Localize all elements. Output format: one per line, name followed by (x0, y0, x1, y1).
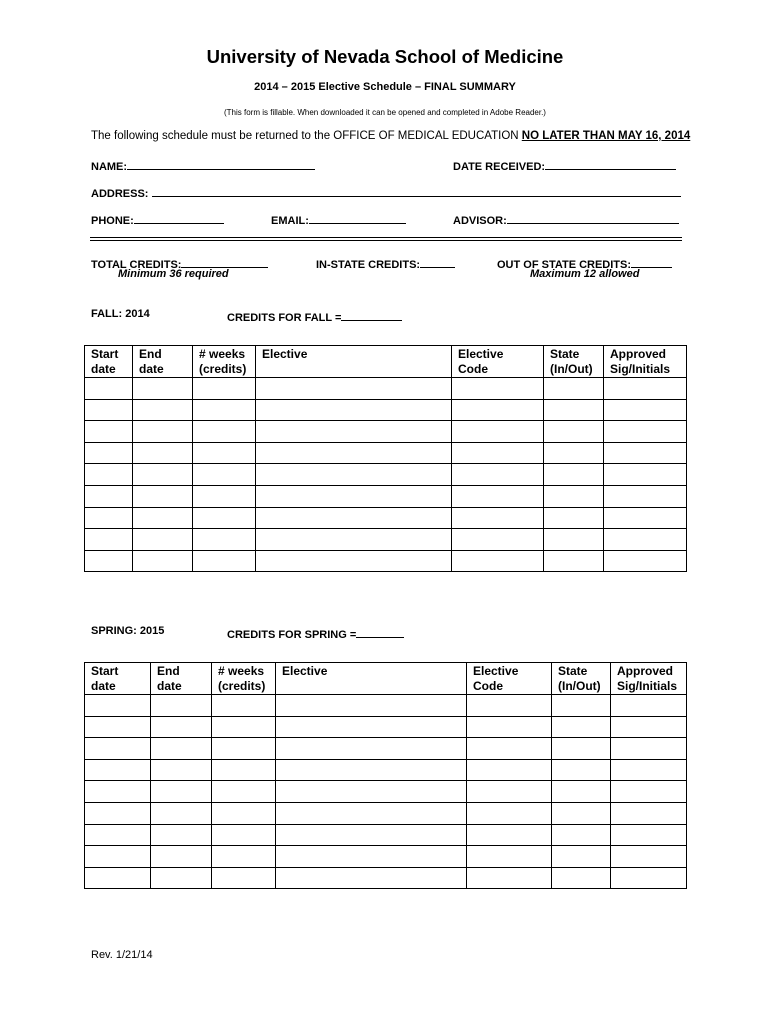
table-row (85, 507, 687, 529)
in-state-credits-label: IN-STATE CREDITS: (316, 259, 421, 271)
deadline-text: NO LATER THAN MAY 16, 2014 (521, 130, 691, 142)
cell-elective-code[interactable] (452, 529, 544, 551)
cell-approved[interactable] (604, 421, 687, 443)
column-header-line2: Sig/Initials (610, 362, 671, 376)
table-row (85, 378, 687, 400)
cell-approved[interactable] (611, 846, 687, 868)
table-row (85, 485, 687, 507)
cell-elective[interactable] (276, 759, 467, 781)
cell-elective-code[interactable] (452, 442, 544, 464)
column-header-line1: Start (91, 664, 119, 678)
spring-credits-label: CREDITS FOR SPRING = (227, 629, 357, 641)
cell-approved[interactable] (604, 378, 687, 400)
cell-weeks-credits[interactable] (193, 421, 256, 443)
column-header-start-date (85, 663, 151, 695)
cell-approved[interactable] (604, 507, 687, 529)
column-header-line2: Code (473, 679, 503, 693)
cell-state[interactable] (552, 738, 611, 760)
column-header-start-date (85, 346, 133, 378)
cell-elective-code[interactable] (452, 485, 544, 507)
cell-elective[interactable] (276, 695, 467, 717)
cell-end-date[interactable] (133, 485, 193, 507)
cell-state[interactable] (544, 550, 604, 572)
column-header-weeks-credits (212, 663, 276, 695)
column-header-line2: Sig/Initials (617, 679, 678, 693)
column-header-line1: State (558, 664, 588, 678)
cell-elective[interactable] (256, 399, 452, 421)
column-header-line2: date (139, 362, 164, 376)
cell-state[interactable] (544, 421, 604, 443)
cell-weeks-credits[interactable] (193, 529, 256, 551)
table-row (85, 529, 687, 551)
cell-start-date[interactable] (85, 399, 133, 421)
cell-elective[interactable] (276, 867, 467, 889)
page-title: University of Nevada School of Medicine (206, 46, 564, 67)
spring-credits-line[interactable] (356, 625, 404, 638)
cell-state[interactable] (552, 824, 611, 846)
fall-credits-field[interactable] (227, 308, 402, 324)
cell-elective-code[interactable] (452, 378, 544, 400)
table-row (85, 781, 687, 803)
column-header-state (552, 663, 611, 695)
table-row (85, 824, 687, 846)
cell-start-date[interactable] (85, 867, 151, 889)
cell-elective-code[interactable] (467, 824, 552, 846)
column-header-weeks-credits (193, 346, 256, 378)
cell-approved[interactable] (604, 529, 687, 551)
column-header-line1: Approved (610, 347, 667, 361)
advisor-line[interactable] (507, 211, 679, 224)
column-header-line1: State (550, 347, 580, 361)
cell-weeks-credits[interactable] (193, 399, 256, 421)
total-credits-line[interactable] (181, 255, 268, 268)
cell-approved[interactable] (611, 695, 687, 717)
name-label: NAME: (91, 161, 128, 173)
cell-elective-code[interactable] (452, 550, 544, 572)
cell-state[interactable] (544, 464, 604, 486)
column-header-approved (604, 346, 687, 378)
in-state-credits-field[interactable] (316, 255, 455, 271)
cell-start-date[interactable] (85, 716, 151, 738)
table-row (85, 399, 687, 421)
table-row (85, 550, 687, 572)
cell-start-date[interactable] (85, 738, 151, 760)
cell-approved[interactable] (611, 781, 687, 803)
cell-start-date[interactable] (85, 529, 133, 551)
cell-end-date[interactable] (133, 421, 193, 443)
cell-end-date[interactable] (151, 802, 212, 824)
cell-end-date[interactable] (151, 824, 212, 846)
cell-approved[interactable] (611, 759, 687, 781)
column-header-line1: Approved (617, 664, 674, 678)
column-header-line2: (In/Out) (550, 362, 593, 376)
cell-state[interactable] (544, 507, 604, 529)
out-state-credits-note: Maximum 12 allowed (530, 268, 640, 280)
cell-approved[interactable] (611, 802, 687, 824)
cell-state[interactable] (552, 781, 611, 803)
cell-start-date[interactable] (85, 550, 133, 572)
spring-label: SPRING: 2015 (91, 625, 165, 637)
phone-field[interactable] (91, 211, 224, 227)
cell-end-date[interactable] (151, 759, 212, 781)
cell-end-date[interactable] (151, 867, 212, 889)
cell-elective-code[interactable] (452, 399, 544, 421)
cell-elective-code[interactable] (467, 846, 552, 868)
cell-elective[interactable] (256, 464, 452, 486)
cell-state[interactable] (552, 716, 611, 738)
cell-weeks-credits[interactable] (193, 442, 256, 464)
cell-start-date[interactable] (85, 695, 151, 717)
table-row (85, 442, 687, 464)
cell-end-date[interactable] (151, 695, 212, 717)
cell-state[interactable] (552, 802, 611, 824)
cell-start-date[interactable] (85, 802, 151, 824)
out-state-credits-line[interactable] (631, 255, 672, 268)
cell-elective-code[interactable] (467, 716, 552, 738)
fall-schedule-table (84, 345, 687, 572)
advisor-field[interactable] (453, 211, 679, 227)
cell-start-date[interactable] (85, 846, 151, 868)
cell-elective[interactable] (256, 529, 452, 551)
column-header-line1: Start (91, 347, 119, 361)
intro-text (91, 130, 690, 142)
address-line[interactable] (152, 184, 681, 197)
cell-elective[interactable] (276, 824, 467, 846)
cell-end-date[interactable] (151, 846, 212, 868)
cell-elective-code[interactable] (467, 867, 552, 889)
table-row (85, 867, 687, 889)
spring-schedule-table (84, 662, 687, 889)
cell-end-date[interactable] (133, 399, 193, 421)
column-header-line1: Elective (458, 347, 504, 361)
cell-start-date[interactable] (85, 824, 151, 846)
cell-state[interactable] (552, 846, 611, 868)
column-header-end-date (151, 663, 212, 695)
cell-state[interactable] (552, 695, 611, 717)
date-received-line[interactable] (545, 157, 676, 170)
column-header-line2: date (91, 679, 116, 693)
page-subtitle: 2014 – 2015 Elective Schedule – FINAL SUMMARY (254, 81, 516, 93)
cell-state[interactable] (544, 378, 604, 400)
fall-credits-label: CREDITS FOR FALL = (227, 312, 342, 324)
column-header-line2: date (157, 679, 182, 693)
intro-body: The following schedule must be returned to the OFFICE OF MEDICAL EDUCATION (91, 130, 522, 142)
column-header-line2 (262, 362, 451, 377)
cell-elective-code[interactable] (452, 464, 544, 486)
cell-weeks-credits[interactable] (193, 464, 256, 486)
email-label: EMAIL: (271, 215, 309, 227)
cell-approved[interactable] (604, 399, 687, 421)
cell-state[interactable] (552, 867, 611, 889)
cell-state[interactable] (544, 442, 604, 464)
cell-elective[interactable] (276, 802, 467, 824)
fillable-note: (This form is fillable. When downloaded it can be opened and completed in Adobe Reader.) (224, 108, 546, 117)
column-header-end-date (133, 346, 193, 378)
cell-elective[interactable] (256, 507, 452, 529)
column-header-line2: (In/Out) (558, 679, 601, 693)
cell-approved[interactable] (611, 824, 687, 846)
spring-credits-field[interactable] (227, 625, 404, 641)
cell-weeks-credits[interactable] (212, 824, 276, 846)
column-header-line1: End (157, 664, 180, 678)
cell-elective-code[interactable] (452, 421, 544, 443)
total-credits-note: Minimum 36 required (118, 268, 229, 280)
cell-approved[interactable] (611, 867, 687, 889)
cell-start-date[interactable] (85, 781, 151, 803)
column-header-line2: (credits) (218, 679, 266, 693)
table-row (85, 716, 687, 738)
column-header-line1: # weeks (199, 347, 246, 361)
cell-elective[interactable] (256, 378, 452, 400)
advisor-label: ADVISOR: (453, 215, 507, 227)
cell-weeks-credits[interactable] (212, 716, 276, 738)
separator-rule-bottom (90, 240, 682, 241)
column-header-elective (256, 346, 452, 378)
cell-weeks-credits[interactable] (212, 867, 276, 889)
column-header-line1: Elective (282, 664, 328, 678)
cell-elective[interactable] (276, 716, 467, 738)
cell-weeks-credits[interactable] (193, 550, 256, 572)
cell-weeks-credits[interactable] (212, 846, 276, 868)
separator-rule-top (90, 237, 682, 238)
email-field[interactable] (271, 211, 406, 227)
column-header-line1: # weeks (218, 664, 265, 678)
revision-date: Rev. 1/21/14 (91, 949, 153, 961)
cell-elective[interactable] (276, 738, 467, 760)
cell-weeks-credits[interactable] (193, 485, 256, 507)
cell-end-date[interactable] (133, 464, 193, 486)
column-header-line1: Elective (473, 664, 519, 678)
column-header-line2: (credits) (199, 362, 247, 376)
table-row (85, 695, 687, 717)
cell-approved[interactable] (604, 550, 687, 572)
cell-end-date[interactable] (151, 781, 212, 803)
date-received-label: DATE RECEIVED: (453, 161, 546, 173)
cell-state[interactable] (544, 399, 604, 421)
cell-start-date[interactable] (85, 378, 133, 400)
cell-elective-code[interactable] (467, 781, 552, 803)
cell-elective-code[interactable] (467, 802, 552, 824)
fall-credits-line[interactable] (341, 308, 402, 321)
cell-start-date[interactable] (85, 759, 151, 781)
cell-state[interactable] (544, 485, 604, 507)
cell-approved[interactable] (611, 738, 687, 760)
cell-end-date[interactable] (151, 716, 212, 738)
cell-elective[interactable] (256, 421, 452, 443)
cell-elective-code[interactable] (467, 695, 552, 717)
column-header-approved (611, 663, 687, 695)
cell-start-date[interactable] (85, 507, 133, 529)
name-field[interactable] (91, 157, 315, 173)
cell-start-date[interactable] (85, 464, 133, 486)
name-line[interactable] (127, 157, 315, 170)
phone-label: PHONE: (91, 215, 134, 227)
out-state-credits-label: OUT OF STATE CREDITS: (497, 259, 632, 271)
column-header-elective (276, 663, 467, 695)
cell-approved[interactable] (604, 442, 687, 464)
table-row (85, 846, 687, 868)
table-header-row (85, 663, 687, 695)
cell-end-date[interactable] (133, 442, 193, 464)
cell-end-date[interactable] (133, 529, 193, 551)
cell-end-date[interactable] (133, 507, 193, 529)
table-row (85, 464, 687, 486)
column-header-line1: Elective (262, 347, 308, 361)
address-field[interactable] (91, 184, 681, 200)
cell-weeks-credits[interactable] (193, 507, 256, 529)
fall-label: FALL: 2014 (91, 308, 150, 320)
cell-elective-code[interactable] (452, 507, 544, 529)
cell-state[interactable] (552, 759, 611, 781)
cell-state[interactable] (544, 529, 604, 551)
in-state-credits-line[interactable] (420, 255, 455, 268)
cell-weeks-credits[interactable] (193, 378, 256, 400)
total-credits-label: TOTAL CREDITS: (91, 259, 182, 271)
column-header-line2 (282, 679, 466, 694)
phone-line[interactable] (134, 211, 224, 224)
cell-weeks-credits[interactable] (212, 695, 276, 717)
cell-elective[interactable] (256, 485, 452, 507)
cell-start-date[interactable] (85, 485, 133, 507)
email-line[interactable] (309, 211, 406, 224)
cell-end-date[interactable] (151, 738, 212, 760)
address-label: ADDRESS: (91, 188, 149, 200)
cell-elective-code[interactable] (467, 738, 552, 760)
table-row (85, 421, 687, 443)
column-header-line1: End (139, 347, 162, 361)
cell-approved[interactable] (604, 464, 687, 486)
cell-approved[interactable] (604, 485, 687, 507)
cell-weeks-credits[interactable] (212, 759, 276, 781)
cell-weeks-credits[interactable] (212, 738, 276, 760)
date-received-field[interactable] (453, 157, 676, 173)
table-row (85, 802, 687, 824)
cell-approved[interactable] (611, 716, 687, 738)
table-row (85, 738, 687, 760)
cell-elective[interactable] (276, 781, 467, 803)
cell-start-date[interactable] (85, 421, 133, 443)
cell-end-date[interactable] (133, 550, 193, 572)
table-header-row (85, 346, 687, 378)
cell-weeks-credits[interactable] (212, 781, 276, 803)
column-header-elective-code (467, 663, 552, 695)
cell-elective[interactable] (256, 442, 452, 464)
cell-elective-code[interactable] (467, 759, 552, 781)
column-header-line2: Code (458, 362, 488, 376)
column-header-elective-code (452, 346, 544, 378)
column-header-state (544, 346, 604, 378)
column-header-line2: date (91, 362, 116, 376)
cell-elective[interactable] (256, 550, 452, 572)
cell-elective[interactable] (276, 846, 467, 868)
cell-weeks-credits[interactable] (212, 802, 276, 824)
cell-end-date[interactable] (133, 378, 193, 400)
cell-start-date[interactable] (85, 442, 133, 464)
table-row (85, 759, 687, 781)
